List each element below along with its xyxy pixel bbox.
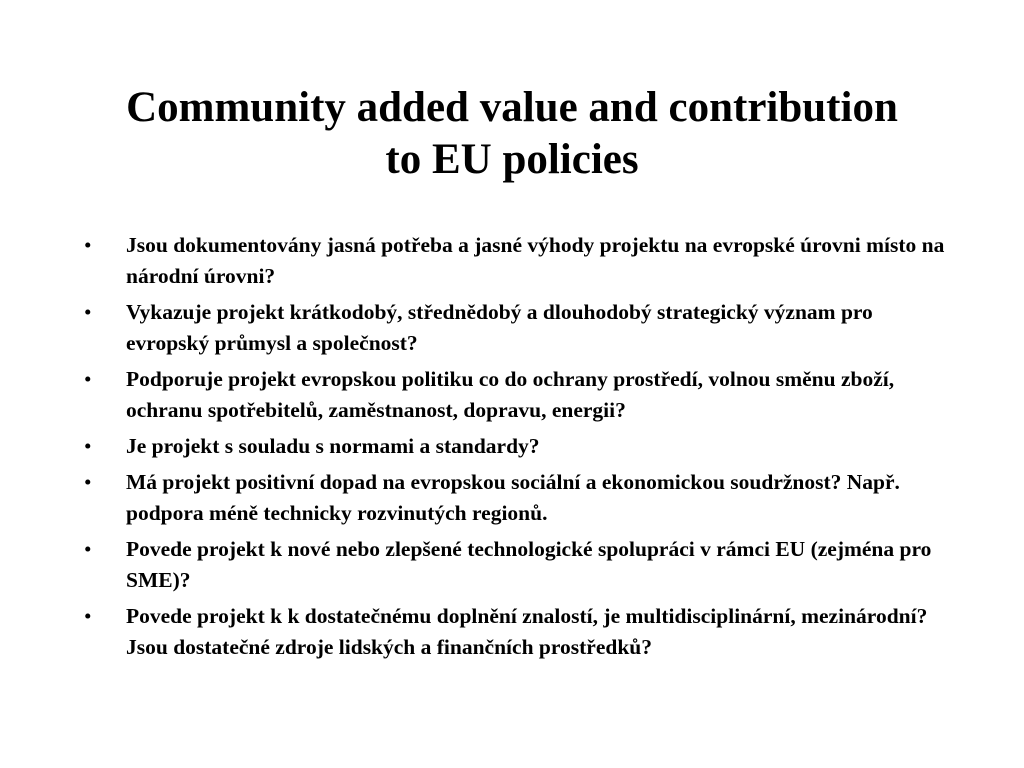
bullet-text: Vykazuje projekt krátkodobý, střednědobý a dlouhodobý strategický význam pro evropský průmysl a společnost? <box>126 300 873 355</box>
bullet-icon: • <box>84 300 92 324</box>
bullet-text: Povede projekt k k dostatečnému doplnění znalostí, je multidisciplinární, mezinárodní? Jsou dostatečné zdroje lidských a finančních prostředků? <box>126 604 928 659</box>
bullet-icon: • <box>84 434 92 458</box>
bullet-icon: • <box>84 233 92 257</box>
bullet-item <box>84 364 954 426</box>
slide-title-line-1: Community added value and contribution <box>126 84 898 131</box>
bullet-text: Je projekt s souladu s normami a standardy? <box>126 434 540 458</box>
bullet-text: Povede projekt k nové nebo zlepšené technologické spolupráci v rámci EU (zejména pro SME)? <box>126 537 932 592</box>
bullet-item <box>84 467 954 529</box>
bullet-icon: • <box>84 537 92 561</box>
bullet-item <box>84 431 954 462</box>
bullet-item <box>84 534 954 596</box>
bullet-icon: • <box>84 470 92 494</box>
bullet-text: Má projekt positivní dopad na evropskou sociální a ekonomickou soudržnost? Např. podpora méně technicky rozvinutých regionů. <box>126 470 900 525</box>
bullet-item <box>84 230 954 292</box>
slide-title <box>60 82 964 186</box>
bullet-item <box>84 297 954 359</box>
bullet-icon: • <box>84 604 92 628</box>
bullet-list <box>84 230 954 668</box>
bullet-icon: • <box>84 367 92 391</box>
slide-title-line-2: to EU policies <box>385 136 639 183</box>
bullet-item <box>84 601 954 663</box>
bullet-text: Jsou dokumentovány jasná potřeba a jasné výhody projektu na evropské úrovni místo na národní úrovni? <box>126 233 945 288</box>
bullet-text: Podporuje projekt evropskou politiku co do ochrany prostředí, volnou směnu zboží, ochranu spotřebitelů, zaměstnanost, dopravu, energii? <box>126 367 895 422</box>
